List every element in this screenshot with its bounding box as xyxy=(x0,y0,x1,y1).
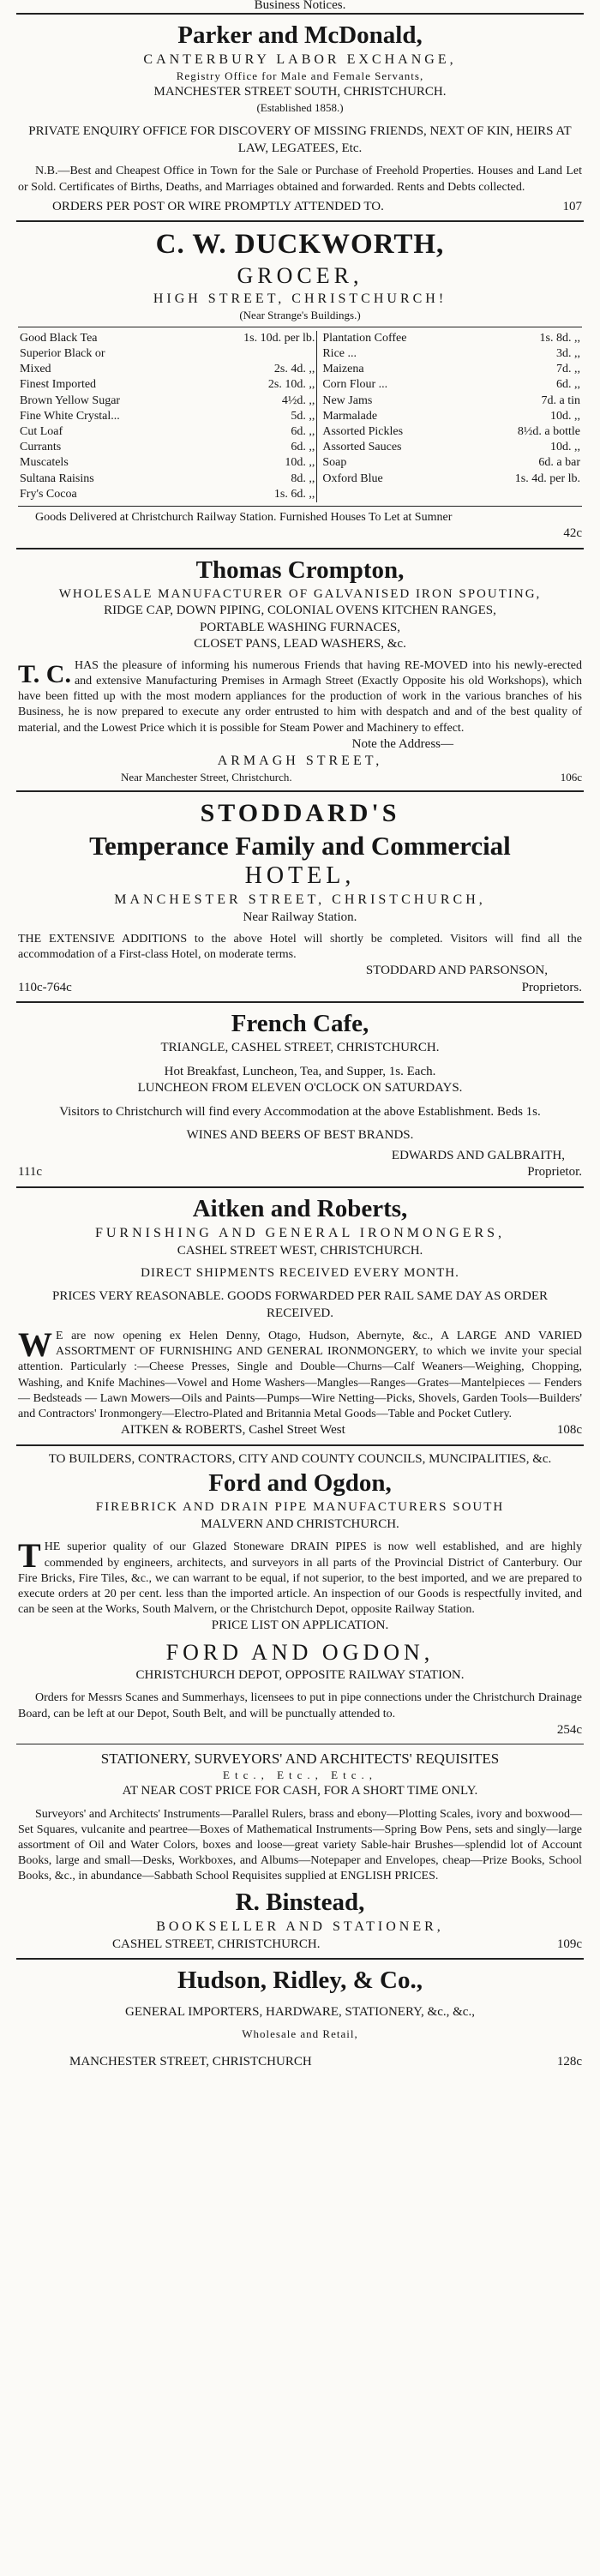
ad-near: (Near Strange's Buildings.) xyxy=(239,308,361,321)
price-value: 1s. 4d. per lb. xyxy=(514,471,580,485)
ad-sign: STODDARD AND PARSONSON, xyxy=(365,964,548,978)
price-item: New Jams xyxy=(322,393,373,407)
ad-body: Surveyors' and Architects' Instruments—Parallel Rulers, brass and ebony—Plotting Scales, ivory and boxwood—Set Squares, vulcanite and peartree—Boxes of Mathematical Instruments—Spring Bow Pens, sets and singly—large assortment of Oil and Water Colors, boxes and loose—great variety Sable-hair Brushes—splendid lot of Account Books, large and small—Desks, Workboxes, and Albums—Notepaper and Envelopes, cheap—Prize Books, School Books, &c., in abundance—Sabbath School Requisites supplied at ENGLISH PRICES. xyxy=(18,1807,582,1883)
price-item: Marmalade xyxy=(322,409,378,423)
price-value: 6d. ,, xyxy=(291,424,315,438)
ad-code: 111c xyxy=(18,1165,43,1180)
ad-line: MALVERN AND CHRISTCHURCH. xyxy=(201,1516,399,1531)
price-value: 7d. ,, xyxy=(556,363,580,376)
drop-cap: W xyxy=(18,1325,52,1365)
price-value: 6d. ,, xyxy=(291,441,315,454)
price-value: 8d. ,, xyxy=(291,471,315,485)
ad-title: Aitken and Roberts, xyxy=(192,1194,408,1222)
ad-stoddard xyxy=(16,792,584,1003)
price-item: Maizena xyxy=(322,363,364,376)
price-row xyxy=(18,471,582,487)
price-value: 1s. 8d. ,, xyxy=(539,331,580,345)
ad-duckworth xyxy=(16,222,584,549)
ad-title: Parker and McDonald, xyxy=(177,21,423,49)
ad-code: 110c-764c xyxy=(18,980,72,994)
ad-ford-ogdon xyxy=(16,1446,584,1745)
ad-body-2: Orders for Messrs Scanes and Summerhays, licensees to put in pipe connections under the Christchurch Drainage Board, can be left at our Depot, South Belt, and will be punctually attended to. xyxy=(18,1691,582,1720)
ad-code: 254c xyxy=(556,1722,582,1737)
price-value: 2s. 10d. ,, xyxy=(267,378,315,392)
price-item: Currants xyxy=(20,441,62,454)
ad-body: E are now opening ex Helen Denny, Otago, Hudson, Abernyte, &c., A LARGE AND VARIED ASSORTMENT OF FURNISHING AND GENERAL IRONMONGERY, to which we invite your special attention. Particularly :—Cheese Presses, Single and Double—Churns—Calf Weaners—Weighing, Chopping, Washing, and Knife Machines—Vowel and Home Washers—Mangles—Ranges—Grates—Mantelpieces — Fenders — Bedsteads — Lawn Mowers—Oils and Paints—Pumps—Wire Netting—Picks, Shovels, Garden Tools—Builders' and Contractors' Ironmongery—Electro-Plated and Britannia Metal Goods—Table and Pocket Cutlery. xyxy=(18,1330,582,1420)
ad-line: AT NEAR COST PRICE FOR CASH, FOR A SHORT TIME ONLY. xyxy=(122,1784,478,1798)
ad-title-2: FORD AND OGDON, xyxy=(165,1639,435,1665)
ad-line: PRICES VERY REASONABLE. GOODS FORWARDED PER RAIL SAME DAY AS ORDER RECEIVED. xyxy=(51,1289,548,1320)
price-row xyxy=(18,409,582,424)
price-row xyxy=(18,377,582,393)
ad-subtitle: GROCER, xyxy=(237,263,363,289)
ad-line: CASHEL STREET, CHRISTCHURCH. xyxy=(112,1937,321,1951)
price-value: 1s. 10d. per lb. xyxy=(243,331,315,345)
price-value: 6d. ,, xyxy=(556,378,580,392)
price-row xyxy=(18,455,582,471)
price-value: 7d. a tin xyxy=(541,393,580,407)
ad-address: TRIANGLE, CASHEL STREET, CHRISTCHURCH. xyxy=(160,1041,440,1055)
price-value: 6d. a bar xyxy=(538,456,580,470)
ad-footer: ORDERS PER POST OR WIRE PROMPTLY ATTENDED TO. xyxy=(52,199,384,213)
price-item: Assorted Pickles xyxy=(322,424,404,438)
ad-line: LUNCHEON FROM ELEVEN O'CLOCK ON SATURDAYS. xyxy=(137,1081,463,1096)
ad-etc: Etc., Etc., Etc., xyxy=(223,1768,377,1782)
ad-address: ARMAGH STREET, xyxy=(217,754,383,769)
price-item: Rice ... xyxy=(322,347,357,360)
ad-headline: STATIONERY, SURVEYORS' AND ARCHITECTS' REQUISITES xyxy=(100,1750,500,1768)
ad-line: Registry Office for Male and Female Servants, xyxy=(176,69,424,83)
ad-binstead xyxy=(16,1744,584,1960)
ad-title: Thomas Crompton, xyxy=(195,555,405,584)
ad-footer: Goods Delivered at Christchurch Railway Station. Furnished Houses To Let at Sumner xyxy=(35,510,453,524)
ad-line: PRIVATE ENQUIRY OFFICE FOR DISCOVERY OF MISSING FRIENDS, NEXT OF KIN, HEIRS AT LAW, LEGATEES, Etc. xyxy=(28,124,572,155)
ad-code: 107 xyxy=(562,199,582,213)
price-value: 8½d. a bottle xyxy=(517,424,580,438)
price-row xyxy=(18,362,582,377)
ad-line: FIREBRICK AND DRAIN PIPE MANUFACTURERS SOUTH xyxy=(95,1500,505,1515)
ad-title: French Cafe, xyxy=(231,1010,369,1038)
price-item: Cut Loaf xyxy=(20,424,63,438)
price-value: 2s. 4d. ,, xyxy=(273,363,315,376)
ad-body: HE superior quality of our Glazed Stoneware DRAIN PIPES is now well established, and are highly commended by engineers, architects, and surveyors in all parts of the Provincial District of Canterbury. Our Fire Bricks, Fire Tiles, &c., we can warrant to be equal, if not superior, to the best imported, and we are prepared to execute orders at 20 per cent. less than the imported article. An inspection of our Goods is respectfully invited, and can be seen at the Works, South Malvern, or the Christchurch Depot, opposite Railway Station. xyxy=(18,1540,582,1617)
ad-title: C. W. DUCKWORTH, xyxy=(155,229,445,261)
ad-near: Near Manchester Street, Christchurch. xyxy=(121,771,292,784)
ad-intro: TO BUILDERS, CONTRACTORS, CITY AND COUNTY COUNCILS, MUNCIPALITIES, &c. xyxy=(48,1451,552,1466)
price-item: Oxford Blue xyxy=(322,471,383,485)
ad-line: FURNISHING AND GENERAL IRONMONGERS, xyxy=(94,1226,506,1241)
ad-hudson-ridley xyxy=(16,1960,584,2075)
ad-line: Hot Breakfast, Luncheon, Tea, and Supper, 1s. Each. xyxy=(164,1064,436,1078)
price-row xyxy=(18,346,582,362)
ad-line: BOOKSELLER AND STATIONER, xyxy=(156,1918,444,1934)
ad-line: WHOLESALE MANUFACTURER OF GALVANISED IRON SPOUTING, xyxy=(58,586,542,601)
ad-body: N.B.—Best and Cheapest Office in Town for the Sale or Purchase of Freehold Properties. Houses and Land Let or Sold. Certificates of Births, Deaths, and Marriages obtained and forwarded. Rents and Debts collected. xyxy=(18,165,582,194)
price-row xyxy=(18,393,582,409)
price-item: Assorted Sauces xyxy=(322,441,402,454)
ad-code: 128c xyxy=(556,2054,582,2069)
price-item: Brown Yellow Sugar xyxy=(20,393,121,407)
price-item: Fry's Cocoa xyxy=(20,487,77,501)
ad-line: RIDGE CAP, DOWN PIPING, COLONIAL OVENS KITCHEN RANGES, xyxy=(104,603,496,618)
ad-hotel: HOTEL, xyxy=(244,862,356,890)
page-header: Business Notices. xyxy=(16,0,584,15)
ad-line: DIRECT SHIPMENTS RECEIVED EVERY MONTH. xyxy=(141,1265,459,1280)
ad-title: Hudson, Ridley, & Co., xyxy=(177,1967,423,1995)
drop-cap: T. C. xyxy=(18,659,71,688)
ad-near: Near Railway Station. xyxy=(243,910,357,925)
price-value: 10d. ,, xyxy=(285,456,315,470)
ad-title-2: Temperance Family and Commercial xyxy=(89,830,511,861)
price-value: 10d. ,, xyxy=(550,441,580,454)
ad-title: STODDARD'S xyxy=(200,799,400,828)
drop-cap: T xyxy=(18,1536,41,1576)
ad-line: Wholesale and Retail, xyxy=(242,2027,358,2041)
price-item: Soap xyxy=(322,456,347,470)
price-item: Plantation Coffee xyxy=(322,331,407,345)
ad-parker-mcdonald xyxy=(16,15,584,222)
ad-line: CLOSET PANS, LEAD WASHERS, &c. xyxy=(194,637,406,652)
ad-code: 106c xyxy=(560,771,582,784)
ad-french-cafe xyxy=(16,1003,584,1188)
ad-title: Ford and Ogdon, xyxy=(208,1469,392,1498)
price-item: Good Black Tea xyxy=(20,331,98,345)
price-value: 5d. ,, xyxy=(291,409,315,423)
ad-body: THE EXTENSIVE ADDITIONS to the above Hotel will shortly be completed. Visitors will find all the accommodation of a First-class Hotel, on moderate terms. xyxy=(18,932,582,961)
price-item: Mixed xyxy=(20,363,51,376)
ad-pricelist: PRICE LIST ON APPLICATION. xyxy=(211,1618,389,1633)
ad-line: (Established 1858.) xyxy=(256,100,344,114)
ad-code: 109c xyxy=(556,1937,582,1951)
price-table xyxy=(18,331,582,502)
price-value: 10d. ,, xyxy=(550,409,580,423)
ad-body: HAS the pleasure of informing his numerous Friends that having RE-MOVED into his newly-erected and extensive Manufacturing Premises in Armagh Street (Exactly Opposite his old Workshops), which have been fitted up with the most modern appliances for the production of work in the various branches of his Business, he is now prepared to execute any order entrusted to him with despatch and and of the best quality of material, and the Lowest Price which it is possible for Steam Power and Machinery to effect. xyxy=(18,658,582,735)
ad-title: R. Binstead, xyxy=(235,1888,365,1916)
price-item: Superior Black or xyxy=(20,347,105,360)
ad-crompton xyxy=(16,549,584,792)
ad-line: MANCHESTER STREET SOUTH, CHRISTCHURCH. xyxy=(153,85,447,99)
price-value: 1s. 6d. ,, xyxy=(273,487,315,501)
ad-subtitle: CANTERBURY LABOR EXCHANGE, xyxy=(143,52,457,68)
price-item: Fine White Crystal... xyxy=(20,409,120,423)
ad-line: PORTABLE WASHING FURNACES, xyxy=(200,620,400,634)
ad-street: HIGH STREET, CHRISTCHURCH! xyxy=(153,291,447,307)
ad-street: MANCHESTER STREET, CHRISTCHURCH, xyxy=(114,892,486,908)
ad-line: CASHEL STREET WEST, CHRISTCHURCH. xyxy=(177,1244,423,1258)
ad-line: MANCHESTER STREET, CHRISTCHURCH xyxy=(69,2054,312,2069)
ad-sign: EDWARDS AND GALBRAITH, xyxy=(391,1148,565,1162)
price-item: Finest Imported xyxy=(20,378,97,392)
ad-sign: AITKEN & ROBERTS, Cashel Street West xyxy=(121,1423,345,1438)
ad-line: WINES AND BEERS OF BEST BRANDS. xyxy=(186,1128,414,1143)
ad-code: 42c xyxy=(563,526,582,541)
price-value: 3d. ,, xyxy=(556,347,580,360)
price-row xyxy=(18,487,582,502)
ad-proprietor: Proprietor. xyxy=(527,1165,582,1180)
ad-proprietors: Proprietors. xyxy=(521,980,582,994)
ad-depot: CHRISTCHURCH DEPOT, OPPOSITE RAILWAY STATION. xyxy=(135,1667,465,1682)
price-item: Muscatels xyxy=(20,456,69,470)
ad-code: 108c xyxy=(556,1423,582,1438)
price-row xyxy=(18,440,582,455)
ad-line: GENERAL IMPORTERS, HARDWARE, STATIONERY, &c., &c., xyxy=(125,2004,475,2019)
price-item: Sultana Raisins xyxy=(20,471,94,485)
price-value: 4½d. ,, xyxy=(281,393,315,407)
ad-aitken-roberts xyxy=(16,1188,584,1446)
price-row xyxy=(18,331,582,346)
price-row xyxy=(18,424,582,440)
ad-line: Visitors to Christchurch will find every Accommodation at the above Establishment. Beds 1s. xyxy=(59,1104,541,1119)
ad-note: Note the Address— xyxy=(351,736,453,751)
price-value xyxy=(191,346,317,362)
price-item: Corn Flour ... xyxy=(322,378,388,392)
